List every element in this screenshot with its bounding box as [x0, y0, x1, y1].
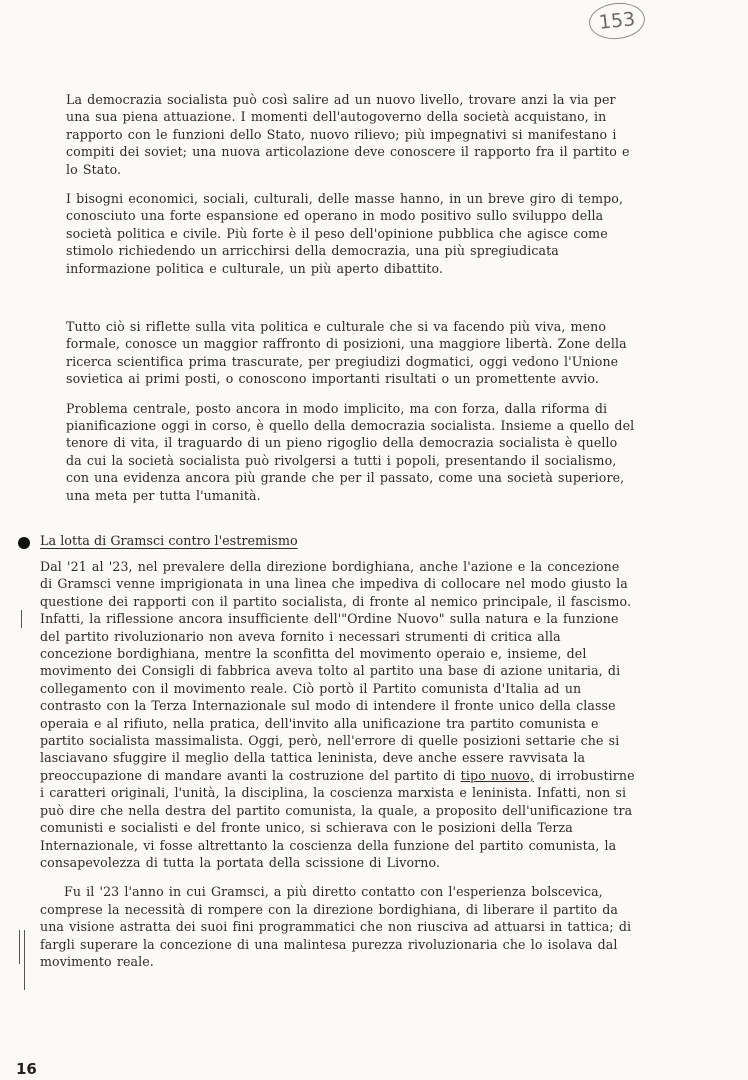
paragraph: La democrazia socialista può così salire ad un nuovo livello, trovare anzi la via per una sua piena attuazione. I momenti dell'autogoverno della società acquistano, in rapporto con le funzioni dello Stato, nuovo rilievo; più impegnativi si manifestano i compiti dei soviet; una nuova articolazione deve conoscere il rapporto fra il partito e lo Stato. — [66, 92, 630, 177]
margin-mark — [21, 610, 22, 628]
archive-stamp-number: 153 — [597, 8, 637, 34]
underlined-phrase: tipo nuovo, — [460, 767, 534, 783]
archive-stamp — [587, 0, 646, 42]
margin-mark — [19, 930, 20, 964]
paragraph — [40, 558, 636, 871]
section-heading: La lotta di Gramsci contro l'estremismo — [40, 534, 298, 549]
section-political-life — [66, 318, 636, 504]
page-number: 16 — [16, 1060, 37, 1078]
paragraph: Tutto ciò si riflette sulla vita politica e culturale che si va facendo più viva, meno formale, conosce un maggior raffronto di posizioni, una maggiore libertà. Zone della ricerca scientifica prima trascurate, per pregiudizi dogmatici, oggi vedono l'Unione sovietica ai primi posti, o conoscono importanti risultati o un promettente avvio. — [66, 319, 627, 387]
paragraph-text: di irrobustirne i caratteri originali, l'unità, la disciplina, la coscienza marxista e leninista. Infatti, non si può dire che nella destra del partito comunista, la quale, a proposito dell'unificazione tra comunisti e socialisti e del fronte unico, si schierava con le posizioni della Terza Internazionale, vi fosse altrettanto la coscienza della funzione del partito comunista, la consapevolezza di tutta la portata della scissione di Livorno. — [40, 767, 635, 870]
section-gramsci — [40, 558, 636, 970]
bullet-marker — [18, 537, 30, 549]
margin-mark — [24, 930, 25, 990]
paragraph: Fu il '23 l'anno in cui Gramsci, a più diretto contatto con l'esperienza bolscevica, comprese la necessità di rompere con la direzione bordighiana, di liberare il partito da una visione astratta dei suoi fini programmatici che non riusciva ad attuarsi in tattica; di fargli superare la concezione di una malintesa purezza rivoluzionaria che lo isolava dal movimento reale. — [40, 884, 632, 969]
paragraph: Problema centrale, posto ancora in modo implicito, ma con forza, dalla riforma di pianificazione oggi in corso, è quello della democrazia socialista. Insieme a quello del tenore di vita, il traguardo di un pieno rigoglio della democrazia socialista è quello da cui la società socialista può rivolgersi a tutti i popoli, presentando il socialismo, con una evidenza ancora più grande che per il passato, come una società superiore, una meta per tutta l'umanità. — [66, 400, 635, 503]
paragraph: I bisogni economici, sociali, culturali, delle masse hanno, in un breve giro di tempo, conosciuto una forte espansione ed operano in modo positivo sullo sviluppo della società politica e civile. Più forte è il peso dell'opinione pubblica che agisce come stimolo richiedendo un arricchirsi della democrazia, una più spregiudicata informazione politica e culturale, un più aperto dibattito. — [66, 191, 624, 276]
section-socialist-democracy — [66, 91, 636, 277]
paragraph-text: Dal '21 al '23, nel prevalere della direzione bordighiana, anche l'azione e la concezione di Gramsci venne imprigionata in una linea che impediva di collocare nel modo giusto la questione dei rapporti con il partito socialista, di fronte al nemico principale, il fascismo. Infatti, la riflessione ancora insufficiente dell'"Ordine Nuovo" sulla natura e la funzione del partito rivoluzionario non aveva fornito i necessari strumenti di critica alla concezione bordighiana, mentre la sconfitta del movimento operaio e, insieme, del movimento dei Consigli di fabbrica aveva tolto al partito una base di azione unitaria, di collegamento con il movimento reale. Ciò portò il Partito comunista d'Italia ad un contrasto con la Terza Internazionale sul modo di intendere il fronte unico della classe operaia e al rifiuto, nella pratica, dell'invito alla unificazione tra partito comunista e partito socialista massimalista. Oggi, però, nell'errore di quelle posizioni settarie che si lasciavano sfuggire il meglio della tattica leninista, deve anche essere ravvisata la preoccupazione di mandare avanti la costruzione del partito di — [40, 559, 632, 783]
